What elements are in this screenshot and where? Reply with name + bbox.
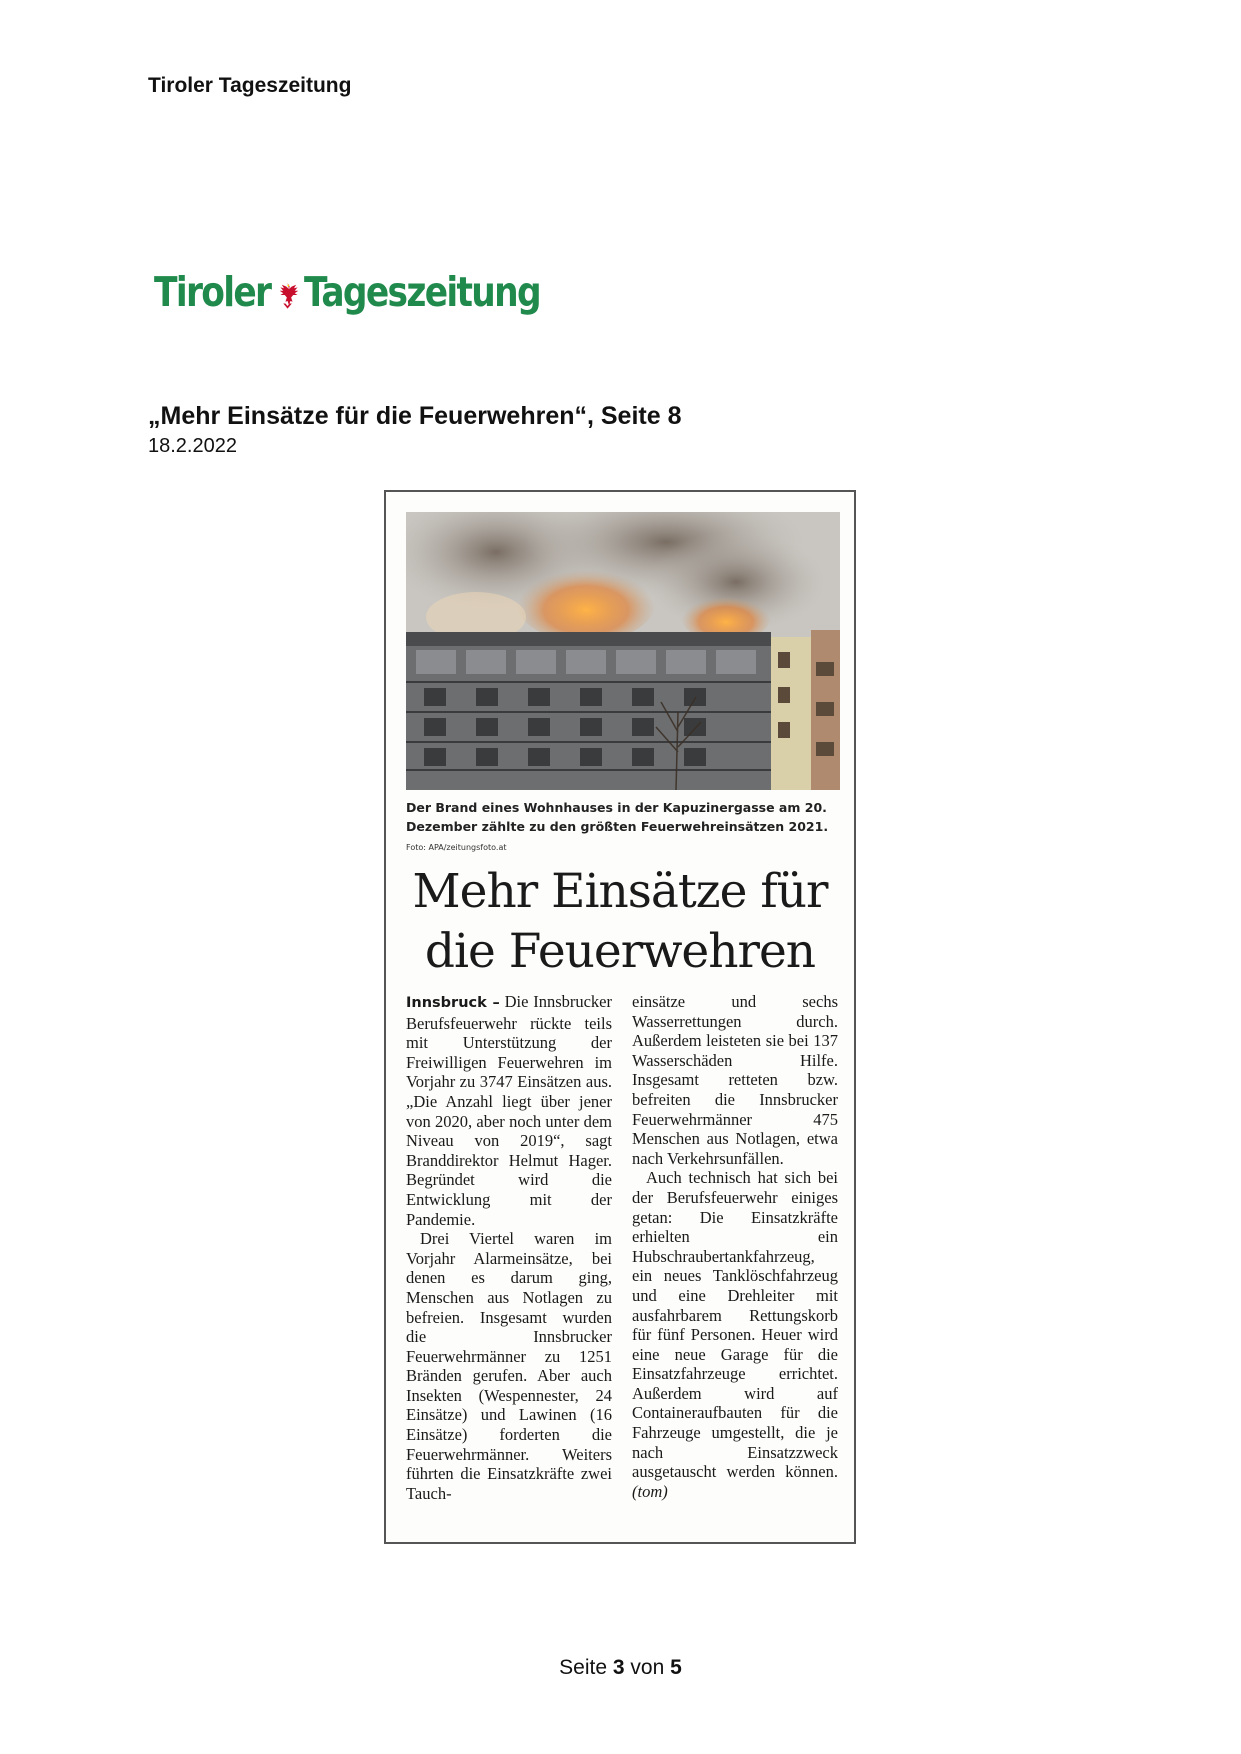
author-signature: (tom) [632, 1481, 668, 1501]
newspaper-clipping [384, 490, 856, 1544]
fire-photo [406, 512, 840, 790]
photo-caption [406, 798, 840, 857]
footer-prefix: Seite [559, 1656, 608, 1679]
document-header: Tiroler Tageszeitung [148, 74, 352, 97]
headline-line-2: die Feuerwehren [424, 924, 816, 979]
article-column-right [632, 992, 838, 1501]
footer-total-pages: 5 [670, 1656, 682, 1679]
tyrolean-eagle-icon [273, 278, 302, 312]
dateline: Innsbruck – [406, 995, 500, 1011]
headline-line-1: Mehr Einsätze für [412, 864, 828, 919]
newspaper-logo [154, 262, 540, 322]
caption-text: Der Brand eines Wohnhauses in der Kapuzinergasse am 20. Dezember zählte zu den größten Feuerwehreinsätzen 2021. [406, 800, 829, 834]
article-column-left [406, 992, 612, 1503]
article-headline [386, 862, 854, 982]
clip-date: 18.2.2022 [148, 435, 237, 457]
paragraph-1: Die Innsbrucker Berufsfeuerwehr rückte teils mit Unterstützung der Freiwilligen Feuerwehren im Vorjahr zu 3747 Einsätzen aus. „Die Anzahl liegt über jener von 2020, aber noch unter dem Niveau von 2019“, sagt Branddirektor Helmut Hager. Begründet wird die Entwicklung mit der Pandemie. [406, 992, 612, 1229]
photo-credit: Foto: APA/zeitungsfoto.at [406, 843, 507, 852]
footer-current-page: 3 [612, 1656, 625, 1679]
logo-word-1: Tiroler [154, 268, 271, 316]
page-footer [0, 1656, 1241, 1680]
paragraph-2-left: Drei Viertel waren im Vorjahr Alarmeinsätze, bei denen es darum ging, Menschen aus Notlagen zu befreien. Insgesamt wurden die Innsbrucker Feuerwehrmänner zu 1251 Bränden gerufen. Aber auch Insekten (Wespennester, 24 Einsätze) und Lawinen (16 Einsätze) forderten die Feuerwehrmänner. Weiters führten die Einsatzkräfte zwei Tauch- [406, 1229, 612, 1503]
paragraph-2-right: einsätze und sechs Wasserrettungen durch. Außerdem leisteten sie bei 137 Wasserschäden Hilfe. Insgesamt retteten bzw. befreiten die Innsbrucker Feuerwehrmänner 475 Menschen aus Notlagen, etwa nach Verkehrsunfällen. [632, 992, 838, 1168]
logo-word-2: Tageszeitung [303, 268, 540, 316]
paragraph-3: Auch technisch hat sich bei der Berufsfeuerwehr einiges getan: Die Einsatzkräfte erhielten ein Hubschraubertankfahrzeug, ein neues Tanklöschfahrzeug und eine Drehleiter mit ausfahrbarem Rettungskorb für fünf Personen. Heuer wird eine neue Garage für die Einsatzfahrzeuge errichtet. Außerdem wird auf Containeraufbauten für die Fahrzeuge umgestellt, die je nach Einsatzzweck ausgetauscht werden können. [632, 1168, 838, 1482]
clip-title: „Mehr Einsätze für die Feuerwehren“, Seite 8 [148, 402, 682, 430]
footer-middle: von [630, 1656, 665, 1679]
